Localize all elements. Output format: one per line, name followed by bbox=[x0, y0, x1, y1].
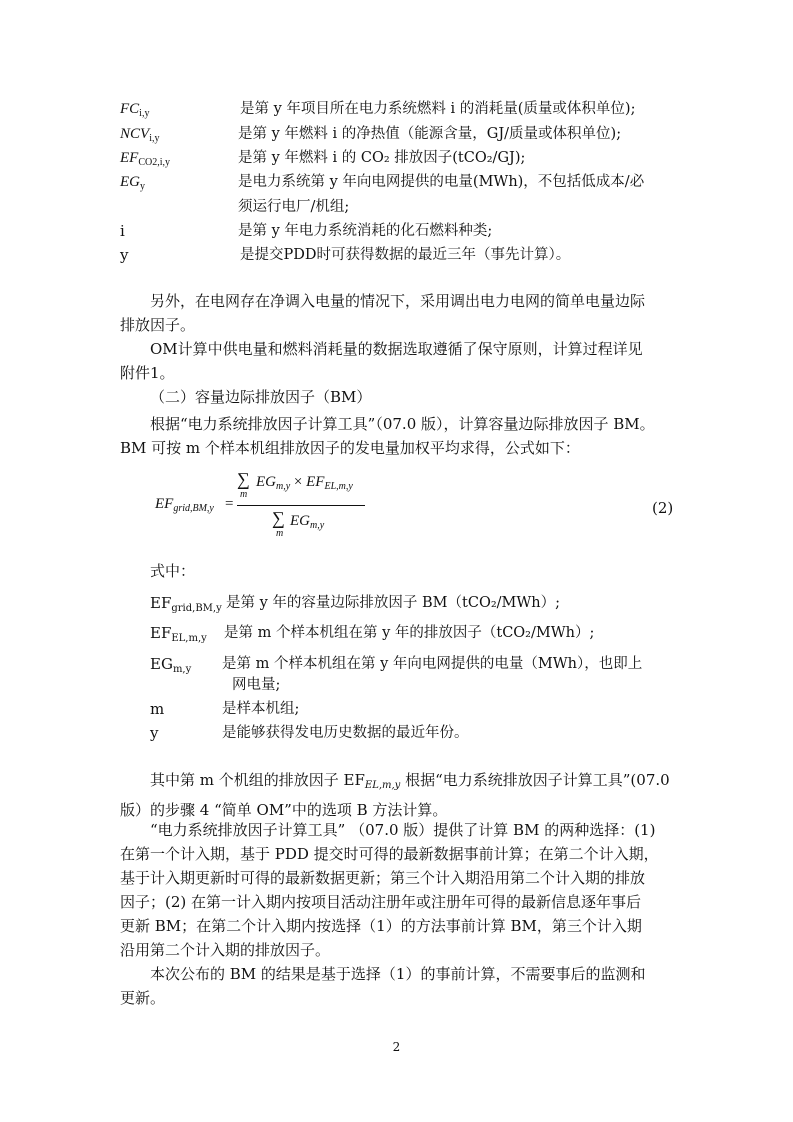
variable-description-continued: 网电量; bbox=[232, 677, 281, 693]
variable-description: 是第 y 年燃料 i 的 CO₂ 排放因子(tCO₂/GJ); bbox=[238, 150, 526, 166]
paragraph-bm-options bbox=[120, 818, 675, 962]
variable-description-continued: 须运行电厂/机组; bbox=[238, 199, 350, 215]
variable-description: 是第 y 年燃料 i 的净热值（能源含量，GJ/质量或体积单位); bbox=[238, 126, 622, 142]
paragraph-line: BM 可按 m 个样本机组排放因子的发电量加权平均求得，公式如下： bbox=[120, 439, 580, 457]
variable-symbol: $EG_y$ bbox=[120, 174, 145, 192]
paragraph-line: 沿用第二个计入期的排放因子。 bbox=[120, 941, 331, 959]
paragraph-line: OM计算中供电量和燃料消耗量的数据选取遵循了保守原则，计算过程详见 bbox=[150, 340, 643, 358]
sum-index-denominator: m bbox=[276, 528, 284, 539]
variable-description: 是样本机组; bbox=[222, 701, 300, 717]
paragraph-line: 根据“电力系统排放因子计算工具”（07.0 版），计算容量边际排放因子 BM。 bbox=[150, 415, 655, 433]
formula-denominator: $EG_{m,y}$ bbox=[290, 513, 325, 531]
variable-description: 是提交PDD时可获得数据的最近三年（事先计算）。 bbox=[240, 247, 571, 263]
variable-symbol: $EG_{m,y}$ bbox=[150, 655, 192, 675]
paragraph-line: 附件1。 bbox=[120, 364, 175, 382]
formula-lhs: $EF_{grid,BM,y}$ bbox=[155, 496, 214, 514]
sum-symbol-denominator: ∑ bbox=[272, 508, 285, 528]
paragraph-line: 排放因子。 bbox=[120, 316, 196, 334]
paragraph-line: 更新 BM；在第二个计入期内按选择（1）的方法事前计算 BM，第三个计入期 bbox=[120, 917, 642, 935]
variable-symbol: y bbox=[120, 246, 129, 264]
variable-symbol: m bbox=[150, 700, 165, 718]
where-label: 式中： bbox=[150, 562, 196, 580]
paragraph-line: 其中第 m 个机组的排放因子 $EF_{EL,m,y}$ 根据“电力系统排放因子计算工具”(07.0 bbox=[150, 771, 670, 791]
variable-description: 是第 m 个样本机组在第 y 年向电网提供的电量（MWh），也即上 bbox=[222, 656, 643, 672]
paragraph-line: 更新。 bbox=[120, 989, 166, 1007]
variable-description: 是能够获得发电历史数据的最近年份。 bbox=[222, 725, 469, 741]
paragraph-line: 本次公布的 BM 的结果是基于选择（1）的事前计算，不需要事后的监测和 bbox=[150, 965, 646, 983]
section-heading-bm bbox=[120, 385, 675, 409]
fraction-bar bbox=[237, 505, 365, 506]
paragraph-line: 因子；(2) 在第一计入期内按项目活动注册年或注册年可得的最新信息逐年事后 bbox=[120, 893, 642, 911]
paragraph-line: “电力系统排放因子计算工具” （07.0 版）提供了计算 BM 的两种选择：(1) bbox=[150, 821, 656, 839]
paragraph-line: 基于计入期更新时可得的最新数据更新；第三个计入期沿用第二个计入期的排放 bbox=[120, 869, 646, 887]
sum-index-numerator: m bbox=[240, 489, 248, 500]
page-number: 2 bbox=[392, 1040, 401, 1054]
paragraph-line: 在第一个计入期，基于 PDD 提交时可得的最新数据事前计算；在第二个计入期， bbox=[120, 845, 659, 863]
paragraph-net-import bbox=[120, 289, 675, 337]
paragraph-line: 版）的步骤 4 “简单 OM”中的选项 B 方法计算。 bbox=[120, 801, 448, 819]
variable-description: 是第 y 年的容量边际排放因子 BM（tCO₂/MWh）; bbox=[226, 595, 561, 611]
variable-symbol: $EF_{grid,BM,y}$ bbox=[150, 594, 222, 614]
paragraph-emission-factor-method bbox=[120, 768, 675, 822]
variable-description: 是第 y 年电力系统消耗的化石燃料种类; bbox=[238, 223, 493, 239]
paragraph-om-data bbox=[120, 337, 675, 385]
variable-symbol: $NCV_{i,y}$ bbox=[120, 126, 160, 144]
variable-symbol: y bbox=[150, 724, 159, 742]
variable-description: 是电力系统第 y 年向电网提供的电量(MWh)，不包括低成本/必 bbox=[238, 174, 645, 190]
variable-symbol: $FC_{i,y}$ bbox=[120, 101, 150, 119]
paragraph-bm-result bbox=[120, 962, 675, 1010]
variable-description: 是第 y 年项目所在电力系统燃料 i 的消耗量(质量或体积单位); bbox=[240, 101, 636, 117]
heading-text: （二）容量边际排放因子（BM） bbox=[150, 388, 372, 406]
variable-symbol: i bbox=[120, 222, 125, 240]
variable-symbol: $EF_{EL,m,y}$ bbox=[150, 624, 207, 644]
variable-description: 是第 m 个样本机组在第 y 年的排放因子（tCO₂/MWh）; bbox=[224, 625, 595, 641]
sum-symbol-numerator: ∑ bbox=[237, 469, 250, 489]
paragraph-bm-intro bbox=[120, 412, 675, 460]
paragraph-line: 另外，在电网存在净调入电量的情况下，采用调出电力电网的简单电量边际 bbox=[150, 292, 646, 310]
formula-equals: = bbox=[225, 496, 234, 512]
formula-numerator: $EG_{m,y} \times EF_{EL,m,y}$ bbox=[256, 474, 353, 492]
variable-symbol: $EF_{CO2,i,y}$ bbox=[120, 150, 170, 168]
formula-number: (2) bbox=[652, 499, 674, 517]
